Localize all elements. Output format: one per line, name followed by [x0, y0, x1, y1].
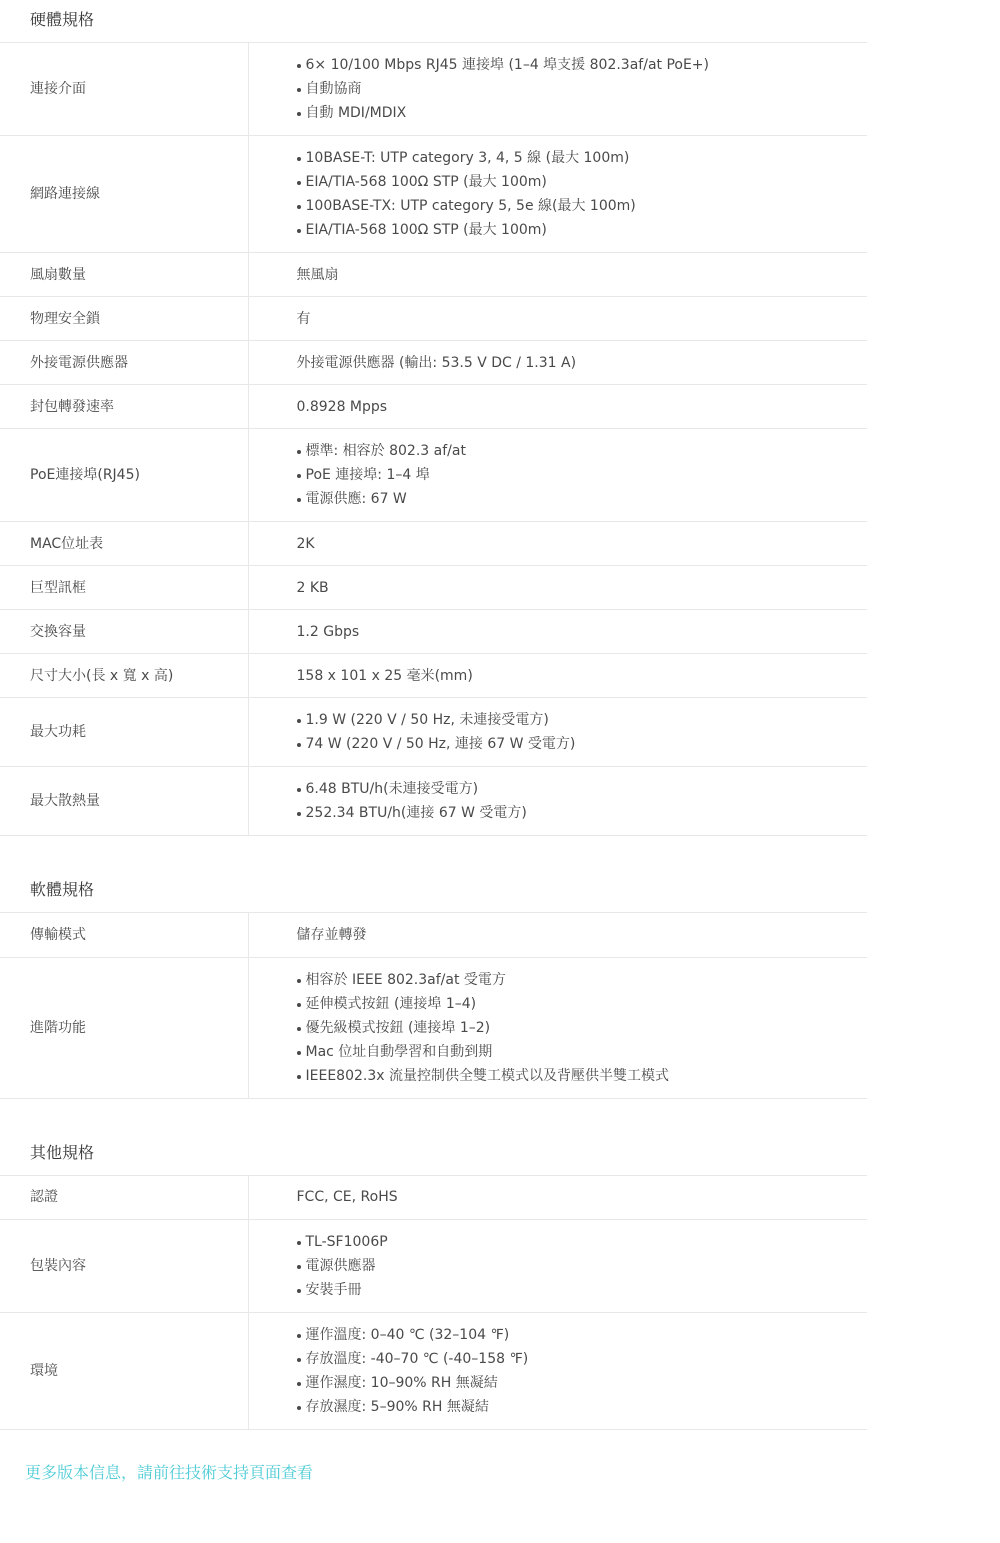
spec-value: FCC, CE, RoHS [248, 1176, 867, 1220]
spec-label: 認證 [0, 1176, 248, 1220]
section-title-other: 其他規格 [0, 1133, 867, 1176]
spec-row [0, 1220, 867, 1313]
section-spacer [0, 836, 867, 870]
spec-row [0, 253, 867, 297]
spec-label: 連接介面 [0, 43, 248, 136]
spec-label: PoE連接埠(RJ45) [0, 429, 248, 522]
section-title-software: 軟體規格 [0, 870, 867, 913]
spec-row [0, 957, 867, 1098]
spec-value-list [297, 53, 867, 125]
spec-value-item: 運作濕度: 10–90% RH 無凝結 [297, 1371, 867, 1395]
spec-row [0, 654, 867, 698]
spec-row [0, 385, 867, 429]
spec-value-list [297, 968, 867, 1088]
spec-table-software [0, 913, 867, 1099]
spec-value-item: EIA/TIA-568 100Ω STP (最大 100m) [297, 218, 867, 242]
spec-row [0, 429, 867, 522]
spec-value-item: 存放溫度: -40–70 ℃ (-40–158 ℉) [297, 1347, 867, 1371]
spec-value: 2 KB [248, 566, 867, 610]
spec-row [0, 566, 867, 610]
spec-value: 外接電源供應器 (輸出: 53.5 V DC / 1.31 A) [248, 341, 867, 385]
spec-value: 無風扇 [248, 253, 867, 297]
spec-value-item: 存放濕度: 5–90% RH 無凝結 [297, 1395, 867, 1419]
spec-label: 交換容量 [0, 610, 248, 654]
section-spacer [0, 1099, 867, 1133]
spec-value [248, 1313, 867, 1430]
spec-label: 環境 [0, 1313, 248, 1430]
spec-row [0, 610, 867, 654]
spec-row [0, 913, 867, 957]
spec-label: 最大功耗 [0, 698, 248, 767]
spec-value: 0.8928 Mpps [248, 385, 867, 429]
spec-value-item: 1.9 W (220 V / 50 Hz, 未連接受電方) [297, 708, 867, 732]
section-title-hardware: 硬體規格 [0, 0, 867, 43]
spec-value: 1.2 Gbps [248, 610, 867, 654]
spec-table-other [0, 1176, 867, 1431]
spec-table-body [0, 913, 867, 1098]
spec-label: 進階功能 [0, 957, 248, 1098]
spec-label: 封包轉發速率 [0, 385, 248, 429]
spec-row [0, 698, 867, 767]
spec-value-item: TL-SF1006P [297, 1230, 867, 1254]
spec-value-item: 運作溫度: 0–40 ℃ (32–104 ℉) [297, 1323, 867, 1347]
spec-value [248, 136, 867, 253]
spec-value-item: 100BASE-TX: UTP category 5, 5e 線(最大 100m) [297, 194, 867, 218]
spec-table-hardware [0, 43, 867, 836]
spec-label: 包裝內容 [0, 1220, 248, 1313]
spec-value [248, 767, 867, 836]
spec-label: 外接電源供應器 [0, 341, 248, 385]
spec-table-body [0, 1176, 867, 1430]
spec-value-item: Mac 位址自動學習和自動到期 [297, 1040, 867, 1064]
spec-value-list [297, 146, 867, 242]
spec-row [0, 297, 867, 341]
spec-value-list [297, 708, 867, 756]
spec-row [0, 767, 867, 836]
spec-label: 巨型訊框 [0, 566, 248, 610]
spec-value [248, 1220, 867, 1313]
spec-value [248, 429, 867, 522]
spec-value [248, 698, 867, 767]
spec-label: 傳輸模式 [0, 913, 248, 957]
spec-value-item: 252.34 BTU/h(連接 67 W 受電方) [297, 801, 867, 825]
spec-value-item: 電源供應: 67 W [297, 487, 867, 511]
spec-value-item: 10BASE-T: UTP category 3, 4, 5 線 (最大 100m) [297, 146, 867, 170]
spec-value-list [297, 439, 867, 511]
more-versions-link[interactable]: 更多版本信息，請前往技術支持頁面查看 [25, 1463, 314, 1482]
spec-value-item: 安裝手冊 [297, 1278, 867, 1302]
spec-value-item: 電源供應器 [297, 1254, 867, 1278]
spec-value: 有 [248, 297, 867, 341]
spec-value: 2K [248, 522, 867, 566]
spec-row [0, 522, 867, 566]
spec-value-item: 6× 10/100 Mbps RJ45 連接埠 (1–4 埠支援 802.3af/at PoE+) [297, 53, 867, 77]
spec-value-item: PoE 連接埠: 1–4 埠 [297, 463, 867, 487]
spec-value-item: 延伸模式按鈕 (連接埠 1–4) [297, 992, 867, 1016]
spec-value-item: 自動 MDI/MDIX [297, 101, 867, 125]
spec-value-item: 相容於 IEEE 802.3af/at 受電方 [297, 968, 867, 992]
spec-value [248, 43, 867, 136]
spec-value-item: 6.48 BTU/h(未連接受電方) [297, 777, 867, 801]
spec-label: 風扇數量 [0, 253, 248, 297]
spec-value-item: 74 W (220 V / 50 Hz, 連接 67 W 受電方) [297, 732, 867, 756]
spec-value-item: 優先級模式按鈕 (連接埠 1–2) [297, 1016, 867, 1040]
spec-row [0, 43, 867, 136]
spec-row [0, 136, 867, 253]
spec-value [248, 957, 867, 1098]
spec-table-body [0, 43, 867, 836]
spec-label: MAC位址表 [0, 522, 248, 566]
spec-value-item: 標準: 相容於 802.3 af/at [297, 439, 867, 463]
spec-row [0, 1176, 867, 1220]
spec-value-item: EIA/TIA-568 100Ω STP (最大 100m) [297, 170, 867, 194]
spec-label: 網路連接線 [0, 136, 248, 253]
spec-row [0, 1313, 867, 1430]
spec-label: 尺寸大小(長 x 寬 x 高) [0, 654, 248, 698]
spec-row [0, 341, 867, 385]
spec-value-item: IEEE802.3x 流量控制供全雙工模式以及背壓供半雙工模式 [297, 1064, 867, 1088]
spec-value: 158 x 101 x 25 毫米(mm) [248, 654, 867, 698]
spec-value-item: 自動協商 [297, 77, 867, 101]
spec-value: 儲存並轉發 [248, 913, 867, 957]
spec-value-list [297, 1323, 867, 1419]
spec-label: 最大散熱量 [0, 767, 248, 836]
spec-value-list [297, 1230, 867, 1302]
spec-value-list [297, 777, 867, 825]
spec-label: 物理安全鎖 [0, 297, 248, 341]
